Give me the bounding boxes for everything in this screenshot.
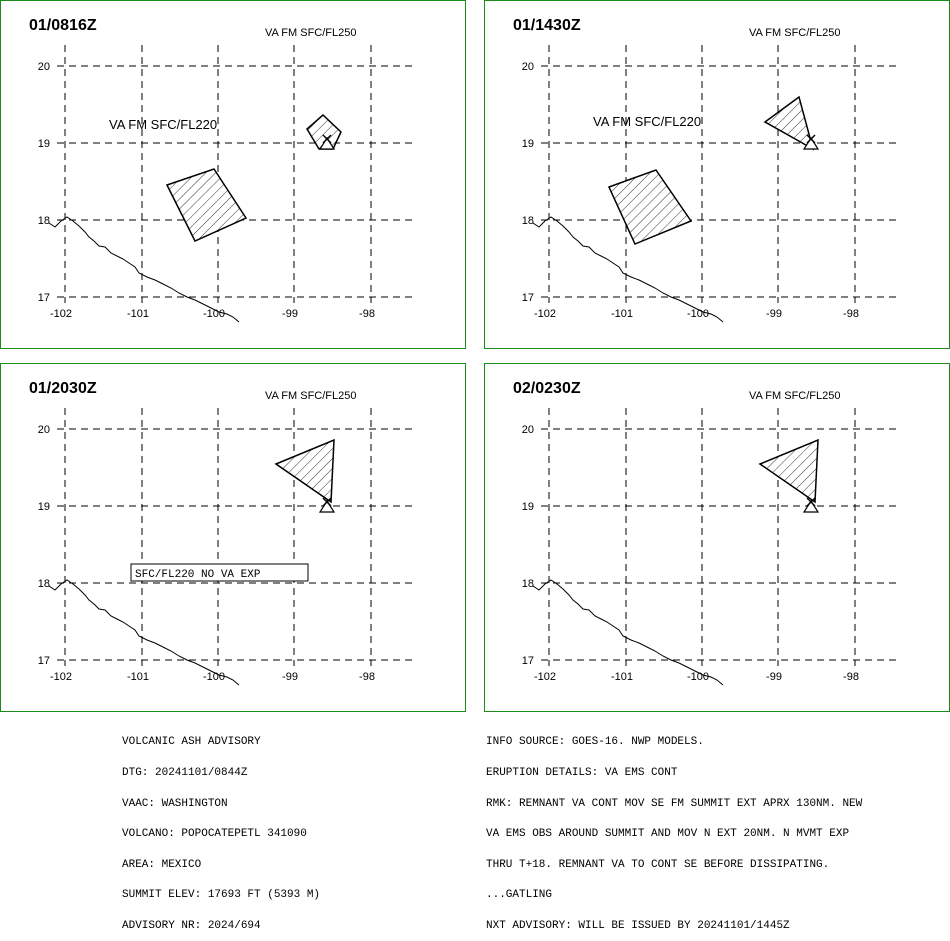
lat-tick-label: 17: [37, 292, 50, 304]
panel-va-label: VA FM SFC/FL250: [749, 27, 841, 39]
lon-tick-label: -99: [766, 671, 782, 683]
lon-tick-label: -101: [126, 308, 150, 320]
panel-va-label-lower: VA FM SFC/FL220: [593, 114, 702, 129]
panel-va-label: VA FM SFC/FL250: [749, 390, 841, 402]
lat-tick-label: 18: [521, 578, 534, 590]
coastline: [533, 580, 723, 685]
advisory-line: NXT ADVISORY: WILL BE ISSUED BY 20241101/1445Z: [486, 920, 790, 933]
map-canvas: [1, 1, 467, 350]
forecast-panel-4: [484, 363, 950, 712]
panel-time: 01/0816Z: [29, 17, 97, 34]
lon-tick-label: -98: [359, 308, 375, 320]
coastline: [49, 580, 239, 685]
lon-tick-label: -100: [202, 308, 226, 320]
lat-tick-label: 18: [37, 578, 50, 590]
lon-tick-label: -102: [533, 671, 557, 683]
panel-time: 01/2030Z: [29, 380, 97, 397]
lon-tick-label: -102: [49, 671, 73, 683]
advisory-line: VOLCANIC ASH ADVISORY: [122, 736, 261, 749]
lon-tick-label: -102: [49, 308, 73, 320]
forecast-panel-2: [484, 0, 950, 349]
volcano-icon: [320, 498, 334, 512]
advisory-line: THRU T+18. REMNANT VA TO CONT SE BEFORE DISSIPATING.: [486, 858, 830, 871]
lat-tick-label: 20: [521, 424, 534, 436]
lon-tick-label: -98: [359, 671, 375, 683]
lat-tick-label: 19: [37, 138, 50, 150]
lat-tick-label: 18: [37, 215, 50, 227]
advisory-line: AREA: MEXICO: [122, 858, 202, 871]
map-canvas: [485, 364, 950, 713]
advisory-line: SUMMIT ELEV: 17693 FT (5393 M): [122, 889, 321, 902]
lat-tick-label: 20: [37, 424, 50, 436]
no-va-note-text: SFC/FL220 NO VA EXP: [135, 569, 261, 581]
lat-tick-label: 20: [521, 61, 534, 73]
ash-cloud-area: [760, 440, 818, 502]
lat-tick-label: 19: [37, 501, 50, 513]
advisory-line: VOLCANO: POPOCATEPETL 341090: [122, 828, 307, 841]
map-canvas: [1, 364, 467, 713]
lon-tick-label: -98: [843, 671, 859, 683]
lat-tick-label: 17: [521, 655, 534, 667]
advisory-line: ERUPTION DETAILS: VA EMS CONT: [486, 767, 678, 780]
advisory-line: ...GATLING: [486, 889, 553, 902]
lon-tick-label: -101: [126, 671, 150, 683]
forecast-panel-1: [0, 0, 466, 349]
lon-tick-label: -100: [686, 671, 710, 683]
lon-tick-label: -100: [686, 308, 710, 320]
ash-cloud-area: [609, 170, 691, 244]
lon-tick-label: -99: [766, 308, 782, 320]
advisory-line: VAAC: WASHINGTON: [122, 797, 228, 810]
coastline: [533, 217, 723, 322]
ash-cloud-area: [167, 169, 246, 241]
lon-tick-label: -99: [282, 308, 298, 320]
panel-va-label: VA FM SFC/FL250: [265, 390, 357, 402]
lon-tick-label: -102: [533, 308, 557, 320]
advisory-line: VA EMS OBS AROUND SUMMIT AND MOV N EXT 20NM. N MVMT EXP: [486, 828, 850, 841]
panel-time: 02/0230Z: [513, 380, 581, 397]
advisory-line: RMK: REMNANT VA CONT MOV SE FM SUMMIT EXT APRX 130NM. NEW: [486, 797, 863, 810]
advisory-header-block: [122, 717, 320, 941]
lon-tick-label: -99: [282, 671, 298, 683]
lat-tick-label: 17: [521, 292, 534, 304]
lat-lon-grid: [541, 408, 897, 666]
lon-tick-label: -101: [610, 308, 634, 320]
panel-va-label: VA FM SFC/FL250: [265, 27, 357, 39]
volcano-icon: [804, 498, 818, 512]
lat-tick-label: 20: [37, 61, 50, 73]
lat-lon-grid: [57, 408, 413, 666]
lat-tick-label: 19: [521, 501, 534, 513]
panel-time: 01/1430Z: [513, 17, 581, 34]
advisory-remarks-block: [486, 717, 862, 941]
lat-tick-label: 19: [521, 138, 534, 150]
lon-tick-label: -101: [610, 671, 634, 683]
advisory-line: ADVISORY NR: 2024/694: [122, 920, 261, 933]
lat-lon-grid: [57, 45, 413, 303]
ash-cloud-area: [276, 440, 334, 502]
lat-lon-grid: [541, 45, 897, 303]
lat-tick-label: 18: [521, 215, 534, 227]
panel-va-label-lower: VA FM SFC/FL220: [109, 117, 218, 132]
lon-tick-label: -98: [843, 308, 859, 320]
advisory-line: INFO SOURCE: GOES-16. NWP MODELS.: [486, 736, 704, 749]
lon-tick-label: -100: [202, 671, 226, 683]
ash-cloud-area: [765, 97, 813, 149]
map-canvas: [485, 1, 950, 350]
forecast-panel-3: [0, 363, 466, 712]
advisory-line: DTG: 20241101/0844Z: [122, 767, 248, 780]
lat-tick-label: 17: [37, 655, 50, 667]
